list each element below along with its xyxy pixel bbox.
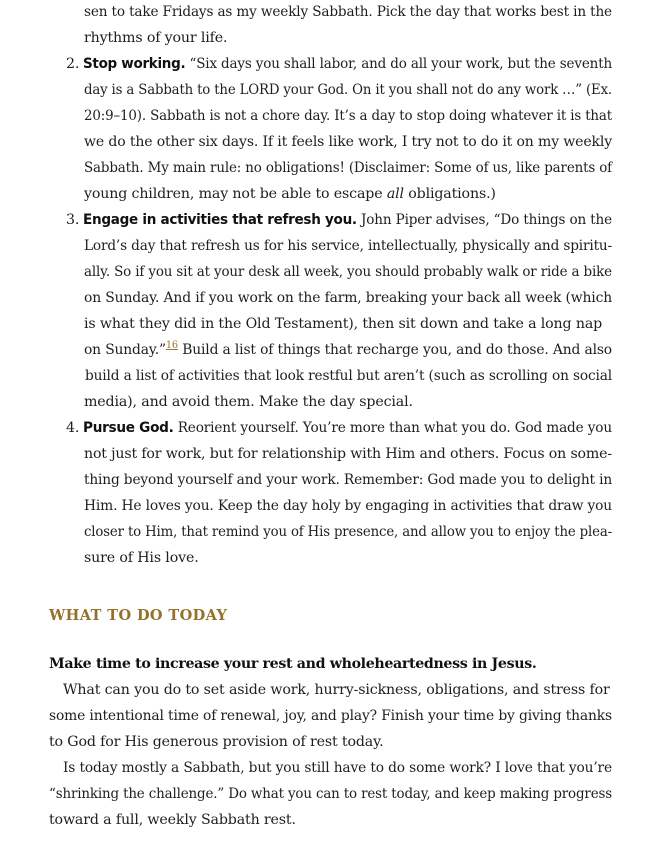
list-item-text: obligations.) (403, 186, 496, 202)
list-item-line: Him. He loves you. Keep the day holy by engaging in activities that draw you (84, 498, 613, 514)
list-number: 4. (66, 420, 80, 436)
emphasis-text: all (386, 186, 404, 202)
list-item-line: on Sunday. And if you work on the farm, breaking your back all week (which (84, 290, 613, 306)
paragraph-line: to God for His generous provision of rest today. (49, 734, 384, 750)
list-item-line (84, 340, 612, 362)
list-item-lead: Pursue God. (83, 420, 174, 436)
list-number: 2. (66, 56, 80, 72)
list-item-line: sure of His love. (84, 550, 199, 566)
list-item-line: not just for work, but for relationship with Him and others. Focus on some- (84, 446, 613, 462)
list-item-line: 20:9–10). Sabbath is not a chore day. It’s a day to stop doing whatever it is that (84, 108, 613, 124)
list-item-first-line (83, 210, 612, 230)
list-item-line: ally. So if you sit at your desk all week, you should probably walk or ride a bike (84, 264, 612, 280)
list-item-text: Build a list of things that recharge you, and do those. And also (177, 342, 612, 358)
footnote-link[interactable]: 16 (165, 340, 178, 351)
item-continuation-line: rhythms of your life. (84, 30, 228, 46)
paragraph-line: What can you do to set aside work, hurry-sickness, obligations, and stress for (63, 682, 610, 698)
list-item-first-line (83, 418, 612, 438)
list-item-line: Lord’s day that refresh us for his service, intellectually, physically and spiritu- (84, 238, 613, 254)
item-continuation-line: sen to take Fridays as my weekly Sabbath. Pick the day that works best in the (84, 4, 612, 20)
list-number: 3. (66, 212, 80, 228)
list-item-line: media), and avoid them. Make the day special. (84, 394, 413, 410)
list-item-line (84, 184, 496, 204)
list-item-text: Reorient yourself. You’re more than what you do. God made you (173, 420, 612, 436)
list-item-text: on Sunday.” (84, 342, 166, 358)
list-item-lead: Engage in activities that refresh you. (83, 212, 357, 228)
list-item-text: “Six days you shall labor, and do all your work, but the seventh (185, 56, 613, 72)
list-item-line: thing beyond yourself and your work. Remember: God made you to delight in (84, 472, 613, 488)
section-subheading: Make time to increase your rest and wholeheartedness in Jesus. (49, 656, 537, 672)
list-item-line: Sabbath. My main rule: no obligations! (Disclaimer: Some of us, like parents of (84, 160, 613, 176)
list-item-lead: Stop working. (83, 56, 186, 72)
list-item-line: closer to Him, that remind you of His presence, and allow you to enjoy the plea- (84, 524, 612, 540)
list-item-line: build a list of activities that look restful but aren’t (such as scrolling on social (85, 368, 613, 384)
paragraph-line: toward a full, weekly Sabbath rest. (49, 812, 296, 828)
list-item-line: we do the other six days. If it feels like work, I try not to do it on my weekly (84, 134, 613, 150)
list-item-line: day is a Sabbath to the LORD your God. On it you shall not do any work …” (Ex. (84, 82, 613, 98)
paragraph-line: “shrinking the challenge.” Do what you can to rest today, and keep making progress (49, 786, 612, 802)
list-item-text: young children, may not be able to escape (84, 186, 387, 202)
list-item-first-line (83, 54, 612, 74)
list-item-text: John Piper advises, “Do things on the (356, 212, 613, 228)
paragraph-line: Is today mostly a Sabbath, but you still have to do some work? I love that you’re (63, 760, 612, 776)
list-item-line: is what they did in the Old Testament), then sit down and take a long nap (84, 316, 603, 332)
paragraph-line: some intentional time of renewal, joy, and play? Finish your time by giving thanks (49, 708, 612, 724)
section-heading: WHAT TO DO TODAY (49, 607, 228, 624)
